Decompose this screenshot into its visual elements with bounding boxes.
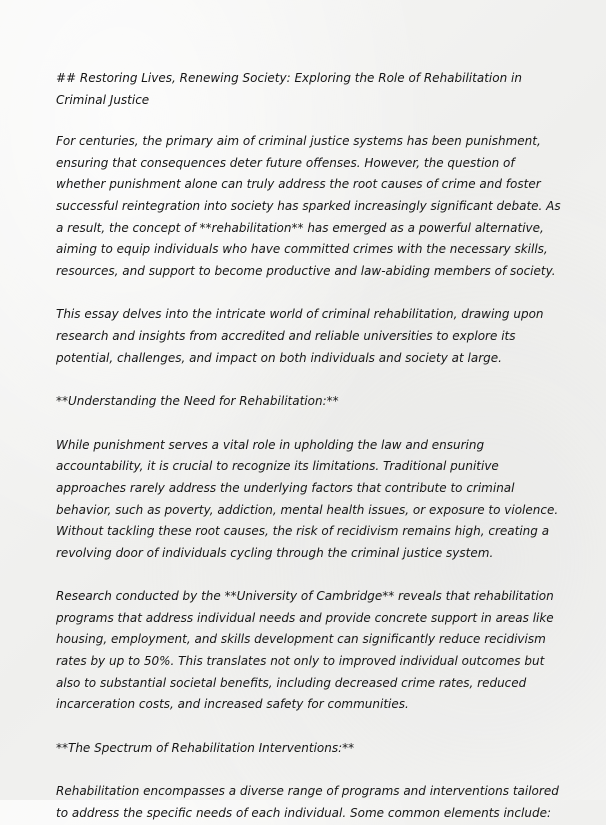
paragraph-limitations: While punishment serves a vital role in upholding the law and ensuring accountability, it is crucial to recognize its limitations. Traditional punitive approaches rarely address the underlying factors that contribute to criminal behavior, such as poverty, addiction, mental health issues, or exposure to violence. Without tackling these root causes, the risk of recidivism remains high, creating a revolving door of individuals cycling through the criminal justice system. (56, 437, 559, 560)
document-title: ## Restoring Lives, Renewing Society: Exploring the Role of Rehabilitation in Criminal Justice (56, 71, 522, 107)
paragraph-research: Research conducted by the **University of Cambridge** reveals that rehabilitation programs that address individual needs and provide concrete support in areas like housing, employment, and skills development can significantly reduce recidivism rates by up to 50%. This translates not only to improved individual outcomes but also to substantial societal benefits, including decreased crime rates, reduced incarceration costs, and increased safety for communities. (56, 589, 554, 712)
paragraph-intro: For centuries, the primary aim of criminal justice systems has been punishment, ensuring that consequences deter future offenses. However, the question of whether punishment alone can truly address the root causes of crime and foster successful reintegration into society has sparked increasingly significant debate. As a result, the concept of **rehabilitation** has emerged as a powerful alternative, aiming to equip individuals who have committed crimes with the necessary skills, resources, and support to become productive and law-abiding members of society. (56, 134, 561, 278)
paragraph-interventions: Rehabilitation encompasses a diverse range of programs and interventions tailored to address the specific needs of each individual. Some common elements include: (56, 784, 559, 821)
paragraph-essay-scope: This essay delves into the intricate world of criminal rehabilitation, drawing upon research and insights from accredited and reliable universities to explore its potential, challenges, and impact on both individuals and society at large. (56, 307, 544, 365)
section-heading-need: **Understanding the Need for Rehabilitation:** (56, 394, 339, 409)
section-heading-spectrum: **The Spectrum of Rehabilitation Interventions:** (56, 740, 355, 755)
